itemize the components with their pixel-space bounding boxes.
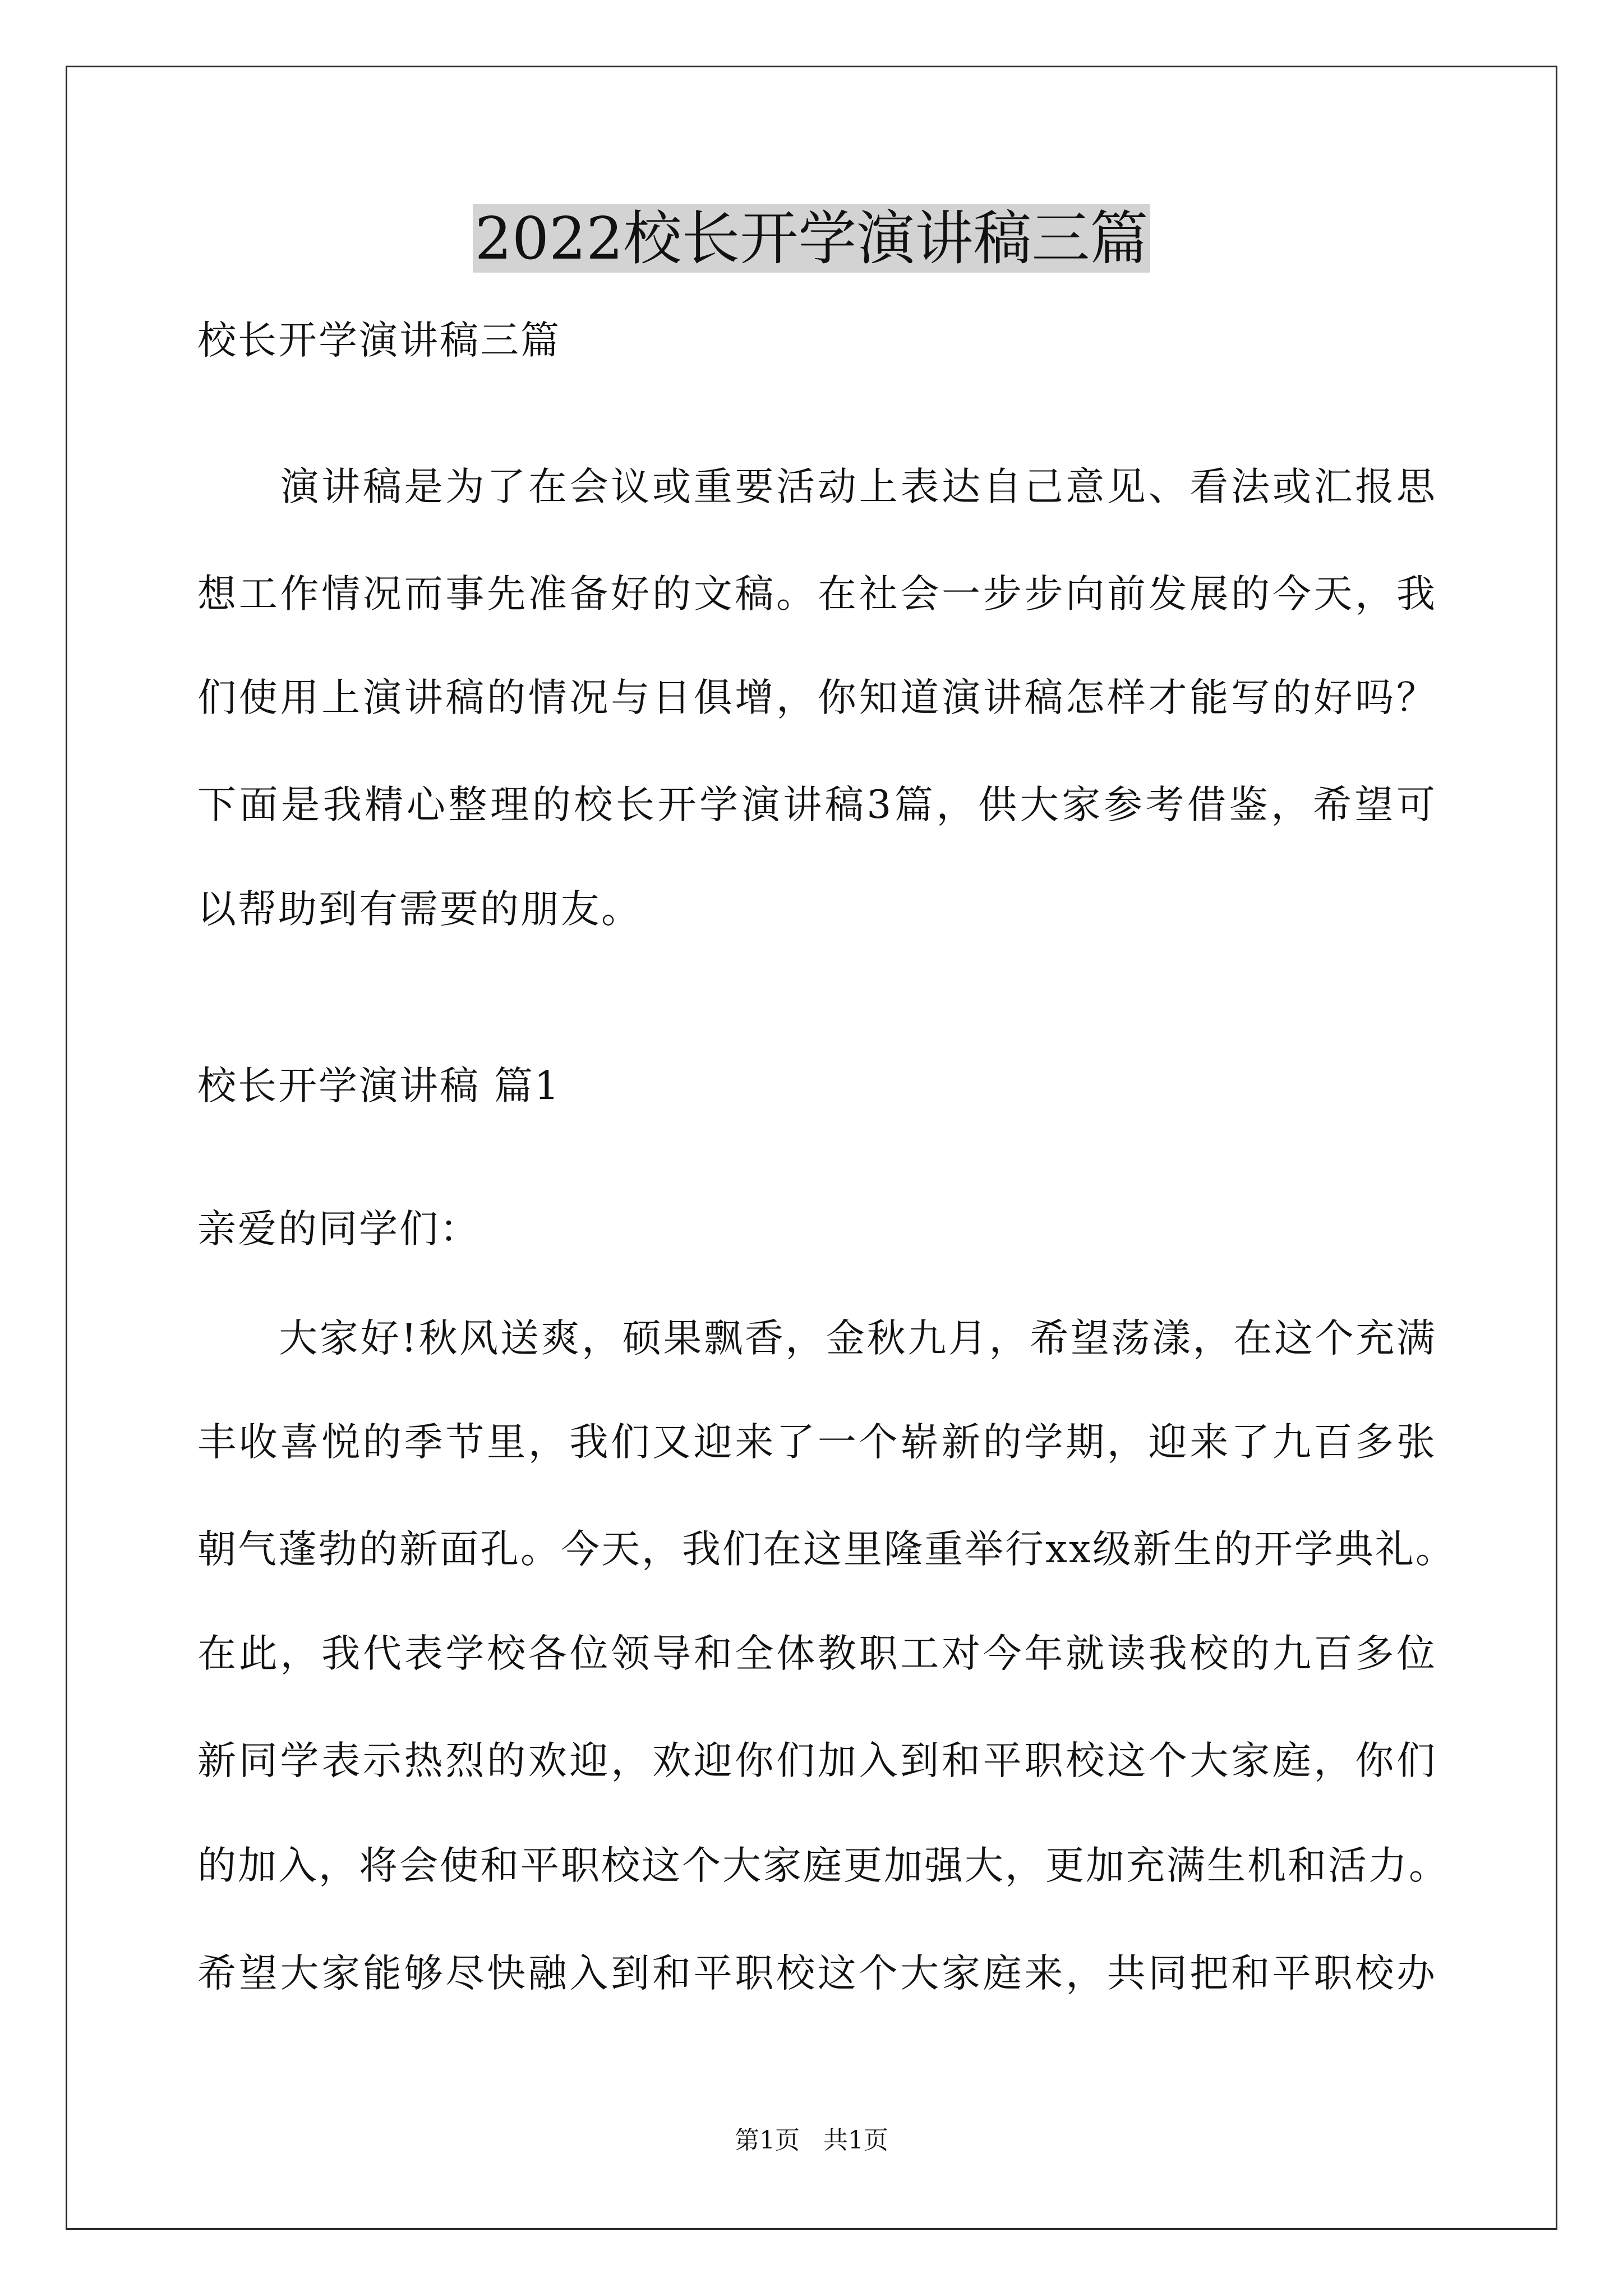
intro-line: 演讲稿是为了在会议或重要活动上表达自己意见、看法或汇报思 <box>197 464 1437 509</box>
intro-line: 下面是我精心整理的校长开学演讲稿3篇，供大家参考借鉴，希望可 <box>197 783 1437 827</box>
body-line: 希望大家能够尽快融入到和平职校这个大家庭来，共同把和平职校办 <box>197 1951 1437 1996</box>
page-total: 共1页 <box>823 2126 888 2155</box>
subtitle: 校长开学演讲稿三篇 <box>197 318 561 363</box>
intro-line: 想工作情况而事先准备好的文稿。在社会一步步向前发展的今天，我 <box>197 572 1437 616</box>
body-line: 新同学表示热烈的欢迎，欢迎你们加入到和平职校这个大家庭，你们 <box>197 1738 1437 1783</box>
page-border <box>66 66 1557 2230</box>
page-number: 第1页 <box>735 2126 800 2155</box>
page-footer <box>0 2124 1623 2157</box>
document-title-text: 2022校长开学演讲稿三篇 <box>473 204 1151 273</box>
salutation: 亲爱的同学们： <box>197 1207 480 1251</box>
body-line: 大家好!秋风送爽，硕果飘香，金秋九月，希望荡漾，在这个充满 <box>197 1316 1437 1361</box>
intro-line: 以帮助到有需要的朋友。 <box>197 887 642 932</box>
body-line: 的加入，将会使和平职校这个大家庭更加强大，更加充满生机和活力。 <box>197 1843 1449 1888</box>
document-title <box>0 199 1623 278</box>
section-heading: 校长开学演讲稿 篇1 <box>197 1064 561 1108</box>
body-line: 在此，我代表学校各位领导和全体教职工对今年就读我校的九百多位 <box>197 1631 1437 1676</box>
body-line: 朝气蓬勃的新面孔。今天，我们在这里隆重举行xx级新生的开学典礼。 <box>197 1527 1456 1572</box>
body-line: 丰收喜悦的季节里，我们又迎来了一个崭新的学期，迎来了九百多张 <box>197 1420 1437 1465</box>
intro-line: 们使用上演讲稿的情况与日俱增，你知道演讲稿怎样才能写的好吗？ <box>197 675 1437 720</box>
